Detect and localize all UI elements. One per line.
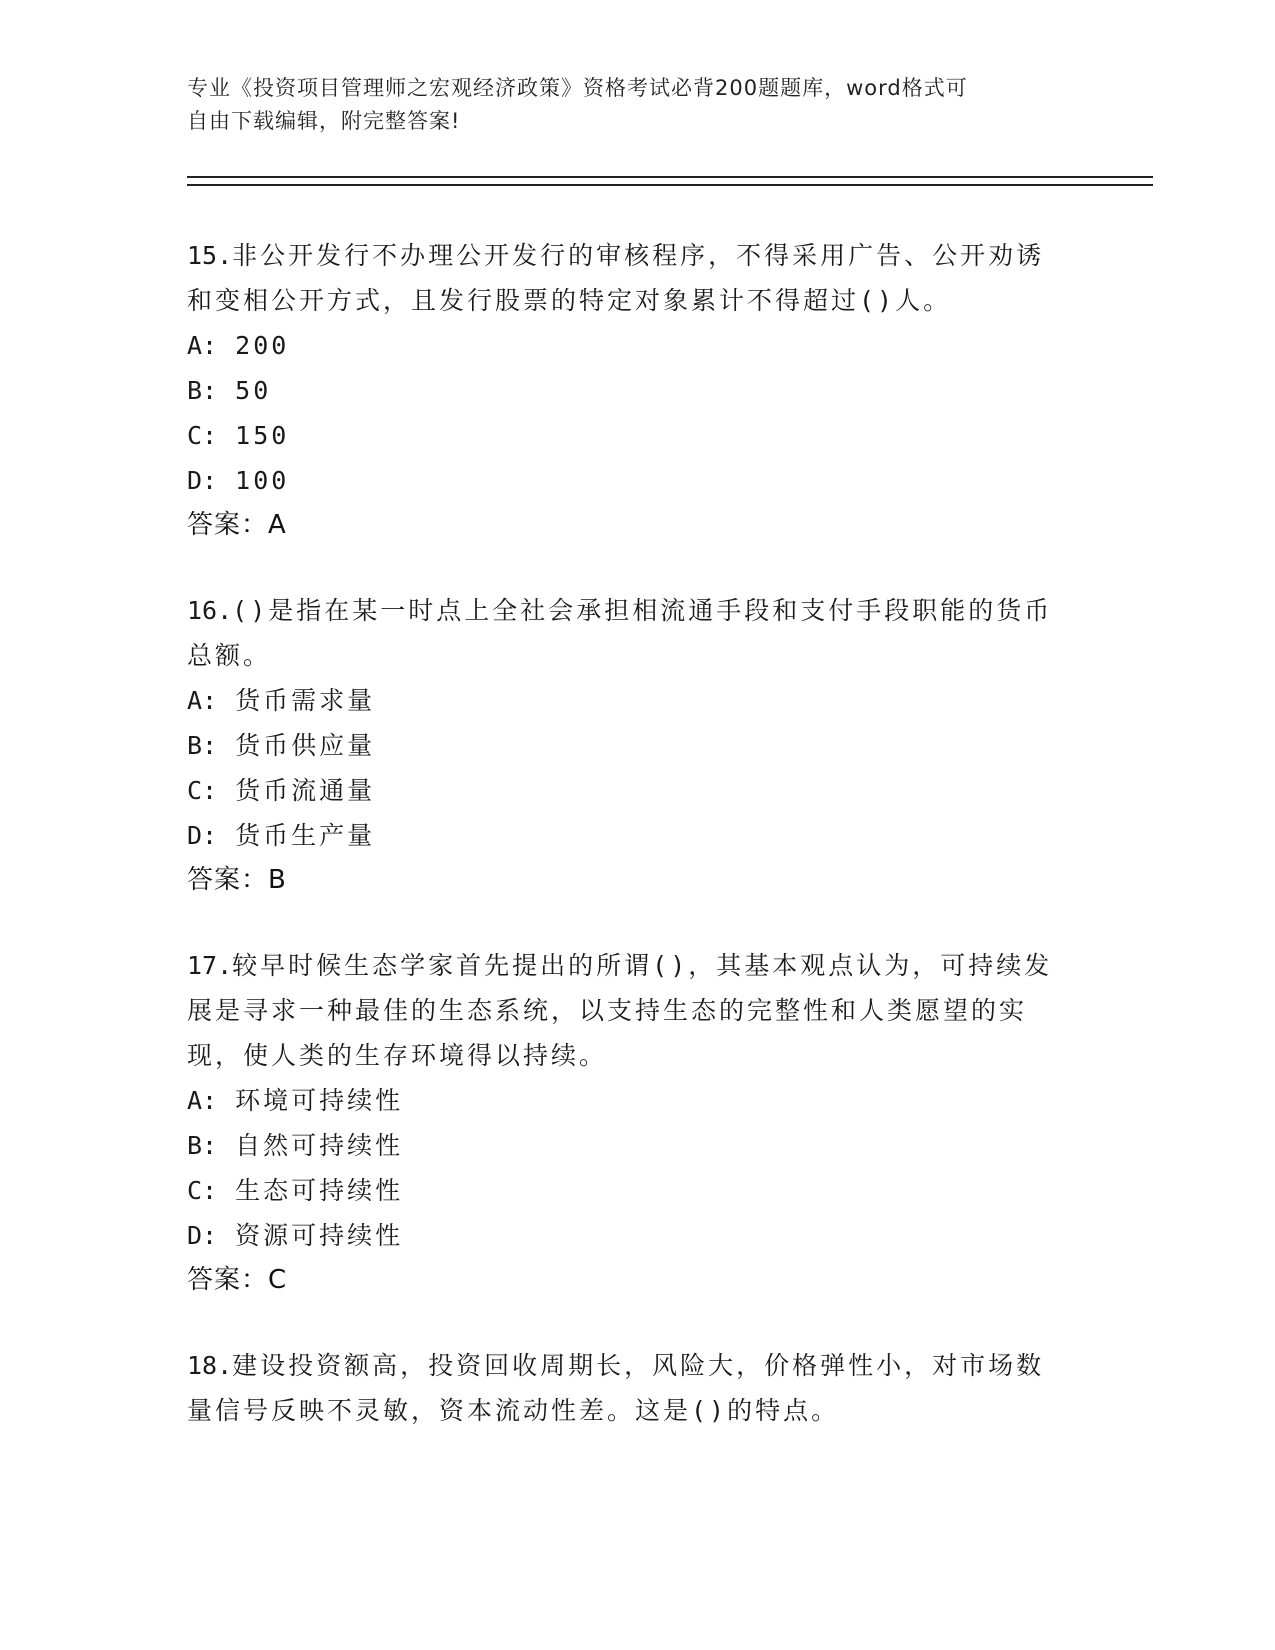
header-line-2: 自由下载编辑，附完整答案! — [187, 109, 461, 133]
question-15 — [187, 233, 1067, 548]
option-d — [187, 1213, 1067, 1258]
question-number: 16. — [187, 596, 233, 625]
option-letter: B: — [187, 1131, 218, 1160]
question-text — [187, 233, 1067, 323]
option-text: 50 — [235, 376, 272, 405]
question-body: 非公开发行不办理公开发行的审核程序，不得采用广告、公开劝诱和变相公开方式，且发行股票的特定对象累计不得超过()人。 — [187, 241, 1045, 315]
question-number: 15. — [187, 241, 233, 270]
option-a — [187, 678, 1067, 723]
option-text: 自然可持续性 — [235, 1131, 404, 1160]
question-18 — [187, 1343, 1067, 1433]
answer-line: 答案：A — [187, 510, 287, 540]
question-text — [187, 1343, 1067, 1433]
option-letter: C: — [187, 1176, 218, 1205]
option-d — [187, 458, 1067, 503]
option-b — [187, 723, 1067, 768]
question-16 — [187, 588, 1067, 903]
option-text: 货币供应量 — [235, 731, 376, 760]
option-c — [187, 1168, 1067, 1213]
question-text — [187, 943, 1067, 1078]
option-text: 货币生产量 — [235, 821, 376, 850]
option-letter: A: — [187, 686, 218, 715]
option-a — [187, 323, 1067, 368]
option-text: 环境可持续性 — [235, 1086, 404, 1115]
question-body: 较早时候生态学家首先提出的所谓()，其基本观点认为，可持续发展是寻求一种最佳的生态系统，以支持生态的完整性和人类愿望的实现，使人类的生存环境得以持续。 — [187, 951, 1053, 1070]
option-text: 货币需求量 — [235, 686, 376, 715]
option-b — [187, 1123, 1067, 1168]
option-text: 200 — [235, 331, 290, 360]
option-letter: D: — [187, 821, 218, 850]
option-letter: C: — [187, 421, 218, 450]
option-letter: B: — [187, 376, 218, 405]
option-text: 生态可持续性 — [235, 1176, 404, 1205]
question-number: 18. — [187, 1351, 233, 1380]
option-c — [187, 768, 1067, 813]
option-c — [187, 413, 1067, 458]
option-letter: A: — [187, 1086, 218, 1115]
option-text: 货币流通量 — [235, 776, 376, 805]
document-header — [187, 72, 1087, 138]
option-letter: D: — [187, 1221, 218, 1250]
option-text: 资源可持续性 — [235, 1221, 404, 1250]
option-letter: D: — [187, 466, 218, 495]
answer-line: 答案：C — [187, 1265, 288, 1295]
question-list — [187, 233, 1067, 1473]
option-letter: C: — [187, 776, 218, 805]
option-letter: A: — [187, 331, 218, 360]
option-text: 100 — [235, 466, 290, 495]
option-text: 150 — [235, 421, 290, 450]
option-b — [187, 368, 1067, 413]
option-d — [187, 813, 1067, 858]
question-body: 建设投资额高，投资回收周期长，风险大，价格弹性小，对市场数量信号反映不灵敏，资本流动性差。这是()的特点。 — [187, 1351, 1045, 1425]
question-text — [187, 588, 1067, 678]
header-line-1: 专业《投资项目管理师之宏观经济政策》资格考试必背200题题库，word格式可 — [187, 76, 968, 100]
answer-line: 答案：B — [187, 865, 287, 895]
question-number: 17. — [187, 951, 233, 980]
option-letter: B: — [187, 731, 218, 760]
option-a — [187, 1078, 1067, 1123]
question-17 — [187, 943, 1067, 1303]
header-divider — [187, 176, 1153, 186]
question-body: ()是指在某一时点上全社会承担相流通手段和支付手段职能的货币总额。 — [187, 596, 1053, 670]
